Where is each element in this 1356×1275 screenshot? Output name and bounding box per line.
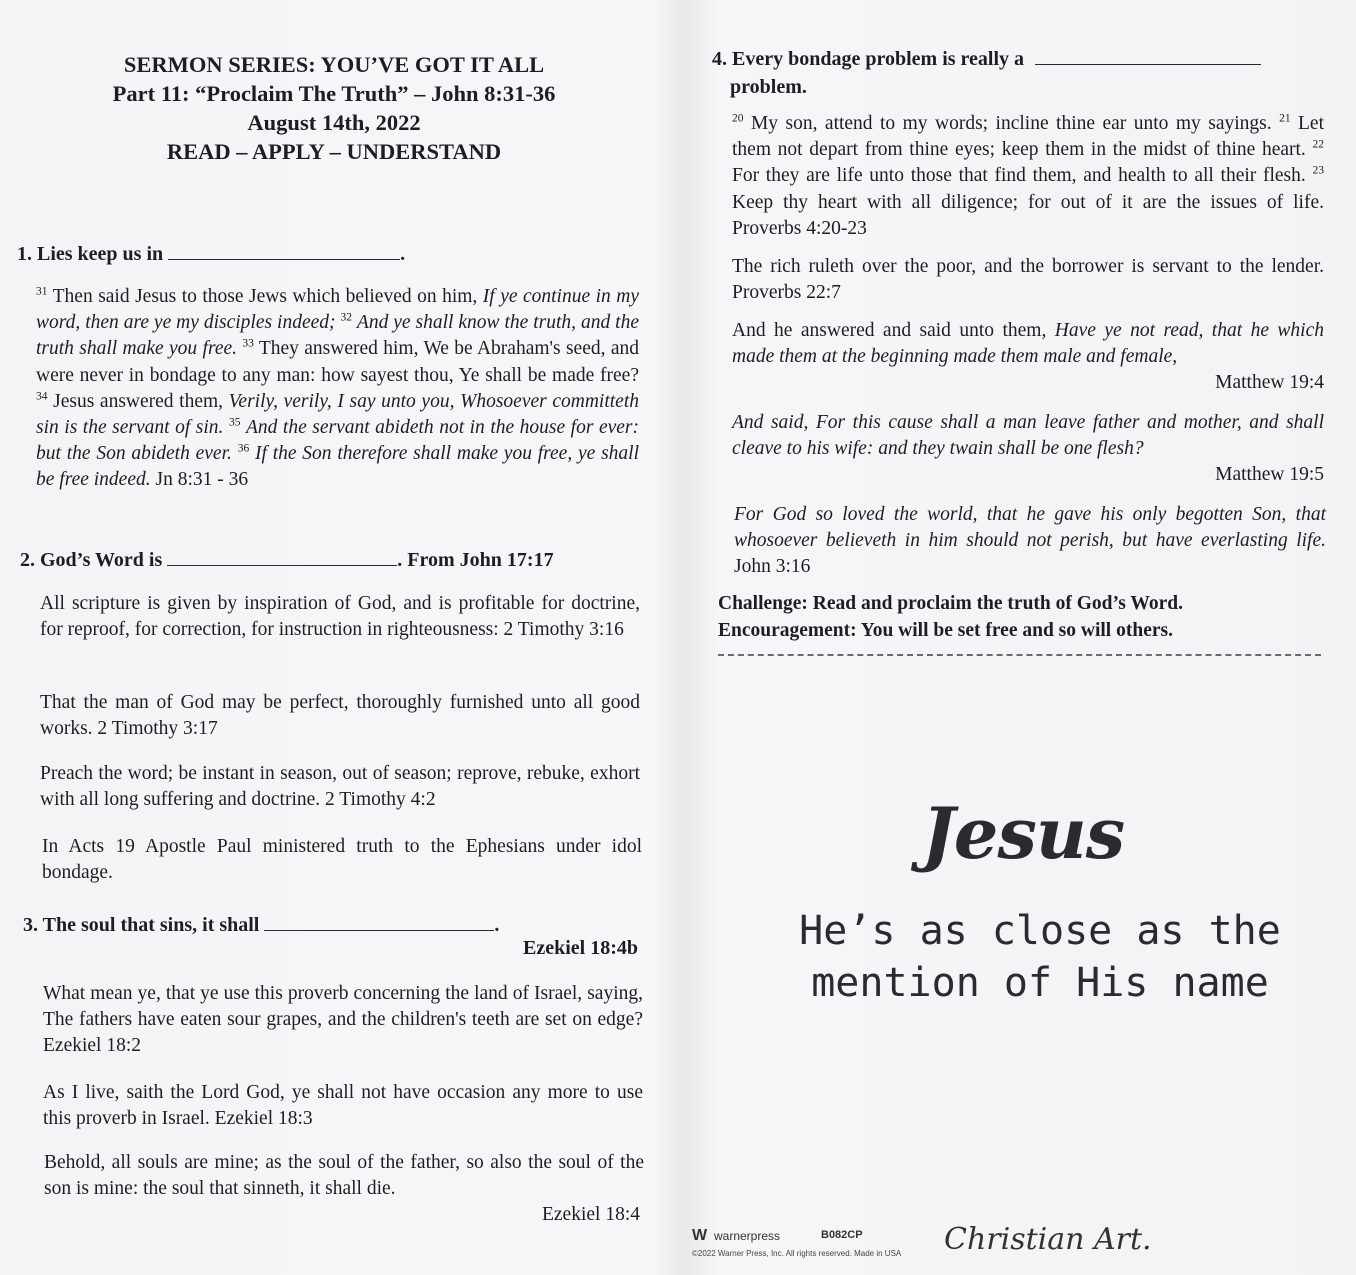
christian-art-logo: Christian Art. — [944, 1222, 1152, 1257]
encouragement-text: Encouragement: You will be set free and so will others. — [718, 619, 1173, 641]
verse-text: Let them not depart from thine eyes; keep them in the midst of thine heart. — [732, 113, 1324, 161]
matthew-19-5 — [732, 410, 1324, 489]
point-3-end: . — [494, 914, 500, 936]
scripture-reference: John 3:16 — [734, 556, 811, 578]
timothy-3-17: That the man of God may be perfect, thoroughly furnished unto all good works. 2 Timothy 3:17 — [40, 692, 640, 740]
read-apply-understand: READ – APPLY – UNDERSTAND — [166, 139, 502, 164]
challenge-block — [718, 591, 1318, 644]
series-title: SERMON SERIES: YOU’VE GOT IT ALL — [123, 52, 545, 77]
verse-number: 22 — [1312, 138, 1325, 151]
john-8-passage — [36, 284, 639, 494]
verse-text: Keep thy heart with all diligence; for out of it are the issues of life. Proverbs 4:20-23 — [732, 191, 1324, 239]
point-4-blank — [1035, 46, 1261, 65]
point-4 — [712, 46, 1261, 72]
ezekiel-18-4-reference: Ezekiel 18:4 — [541, 1204, 640, 1225]
copyright-notice: ©2022 Warner Press, Inc. All rights reserved. Made in USA — [692, 1249, 902, 1258]
verse-text: They answered him, We be Abraham's seed, and were never in bondage to any man: how sayest thou, Ye shall be made free? — [36, 338, 639, 386]
verse-text: And he answered and said unto them, — [732, 320, 1055, 341]
scripture-reference: Matthew 19:4 — [1215, 372, 1324, 394]
cut-line — [718, 654, 1321, 656]
point-2-blank — [167, 547, 397, 566]
verse-text-italic: If the Son therefore shall make you free, ye shall be free indeed. — [36, 443, 640, 491]
scripture-reference: Matthew 19:5 — [1215, 464, 1324, 486]
point-2-end: . From John 17:17 — [397, 549, 554, 571]
verse-text: For they are life unto those that find them, and health to all their flesh. — [732, 165, 1306, 187]
ezekiel-18-2: What mean ye, that ye use this proverb concerning the land of Israel, saying, The fathers have eaten sour grapes, and the children's teeth are set on edge? Ezekiel 18:2 — [43, 983, 643, 1057]
tagline-line-1: He’s as close as the — [799, 908, 1281, 954]
verse-number: 23 — [1312, 164, 1324, 177]
point-1-end: . — [400, 243, 406, 265]
point-4-label: 4. Every bondage problem is really a — [712, 48, 1025, 70]
point-3-reference: Ezekiel 18:4b — [523, 937, 638, 959]
verse-number: 21 — [1279, 112, 1291, 125]
verse-number: 35 — [228, 416, 241, 429]
ezekiel-18-4: Behold, all souls are mine; as the soul of the father, so also the soul of the son is mine: the soul that sinneth, it shall die. — [44, 1152, 644, 1200]
verse-text-italic: Have ye not read, that he which made them at the beginning made them male and female, — [732, 320, 1324, 368]
timothy-3-16: All scripture is given by inspiration of God, and is profitable for doctrine, for reproof, for correction, for instruction in righteousness: 2 Timothy 3:16 — [40, 593, 640, 641]
john-3-16 — [734, 502, 1326, 581]
verse-number: 34 — [36, 390, 48, 403]
sermon-date: August 14th, 2022 — [247, 110, 421, 135]
point-3 — [23, 912, 499, 938]
matthew-19-4 — [732, 318, 1324, 397]
verse-text-italic: And ye shall know the truth, and the truth shall make you free. — [36, 312, 639, 360]
point-3-blank — [264, 912, 494, 931]
proverbs-4-passage — [732, 111, 1324, 242]
ezekiel-18-3: As I live, saith the Lord God, ye shall not have occasion any more to use this proverb in Israel. Ezekiel 18:3 — [43, 1082, 643, 1130]
verse-number: 32 — [340, 311, 352, 324]
verse-number: 20 — [732, 112, 744, 125]
point-2-label: 2. God’s Word is — [20, 549, 163, 571]
verse-text-italic: If ye continue in my word, then are ye my disciples indeed; — [36, 286, 640, 334]
tagline — [740, 905, 1340, 1009]
timothy-4-2: Preach the word; be instant in season, out of season; reprove, rebuke, exhort with all long suffering and doctrine. 2 Timothy 4:2 — [40, 763, 640, 811]
point-2 — [20, 547, 554, 573]
acts-19-note: In Acts 19 Apostle Paul ministered truth to the Ephesians under idol bondage. — [42, 836, 642, 884]
challenge-text: Challenge: Read and proclaim the truth of God’s Word. — [718, 593, 1183, 614]
verse-number: 33 — [242, 337, 254, 350]
warner-press-logo-icon: W — [692, 1227, 708, 1244]
tagline-line-2: mention of His name — [811, 960, 1269, 1006]
verse-text: My son, attend to my words; incline thine ear unto my sayings. — [750, 113, 1272, 134]
scripture-reference: Jn 8:31 - 36 — [155, 469, 249, 491]
point-1 — [17, 241, 405, 267]
verse-text-italic: Verily, verily, I say unto you, Whosoever committeth sin is the servant of sin. — [36, 390, 639, 439]
verse-text-italic: For God so loved the world, that he gave his only begotten Son, that whosoever believeth in him should not perish, but have everlasting life. — [734, 504, 1326, 552]
sermon-header — [60, 50, 608, 166]
point-1-label: 1. Lies keep us in — [17, 243, 164, 265]
proverbs-22-7: The rich ruleth over the poor, and the borrower is servant to the lender. Proverbs 22:7 — [732, 256, 1324, 304]
verse-number: 36 — [237, 442, 250, 455]
product-code: B082CP — [821, 1229, 863, 1241]
publisher-name: warnerpress — [714, 1229, 781, 1243]
verse-text: Jesus answered them, — [53, 390, 229, 412]
verse-text-italic: And the servant abideth not in the house for ever: but the Son abideth ever. — [36, 417, 640, 465]
verse-number: 31 — [36, 285, 48, 298]
jesus-script-artwork: Jesus — [921, 792, 1125, 875]
point-3-label: 3. The soul that sins, it shall — [23, 914, 260, 936]
verse-text-italic: And said, For this cause shall a man leave father and mother, and shall cleave to his wife: and they twain shall be one flesh? — [732, 412, 1324, 460]
point-1-blank — [168, 241, 400, 260]
publisher-footer — [690, 1222, 1356, 1272]
part-title: Part 11: “Proclaim The Truth” – John 8:31-36 — [112, 81, 556, 106]
verse-text: Then said Jesus to those Jews which believed on him, — [52, 286, 483, 307]
point-4-continued: problem. — [730, 76, 807, 98]
